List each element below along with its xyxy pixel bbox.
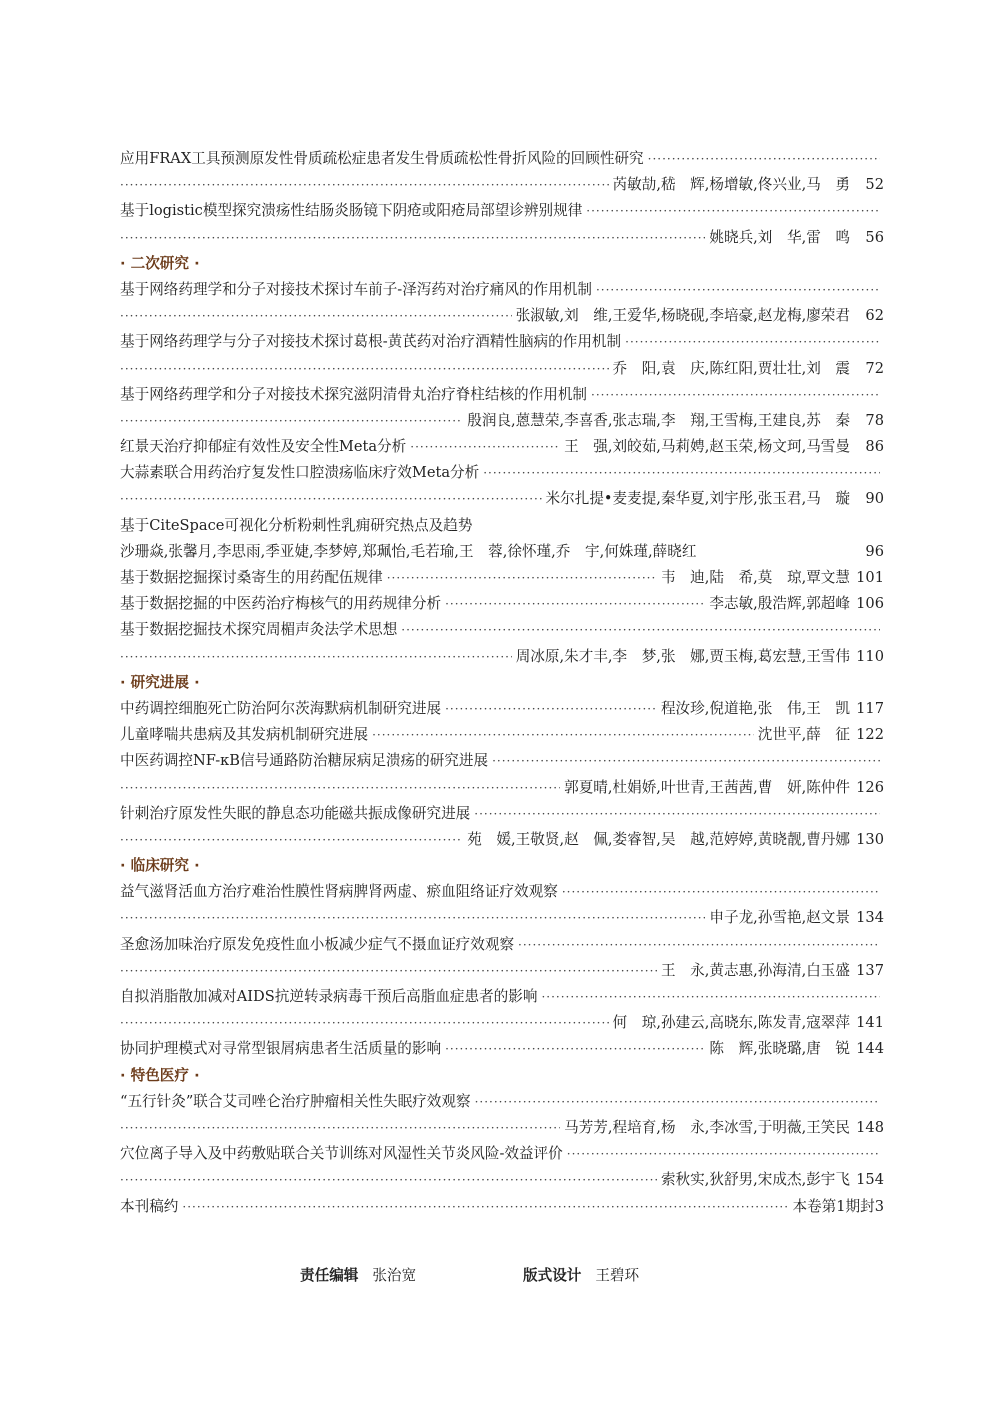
dot-leader <box>518 932 880 958</box>
toc-entry-author-line <box>120 1115 884 1141</box>
dot-leader <box>120 1115 560 1141</box>
toc-entry-author-line <box>120 408 884 434</box>
dot-leader <box>120 172 609 198</box>
toc-entry-title-line <box>120 879 884 905</box>
footer-credits <box>0 1264 1000 1288</box>
editor-name: 张治宽 <box>372 1267 417 1284</box>
entry-authors: 苑 媛,王敬贤,赵 佩,娄睿智,吴 越,范婷婷,黄晓靓,曹丹娜 <box>467 830 850 848</box>
dot-leader <box>120 1010 609 1036</box>
dot-leader <box>483 460 880 486</box>
dot-leader <box>120 905 705 931</box>
dot-leader <box>410 434 560 460</box>
entry-authors: 米尔扎提•麦麦提,秦华夏,刘宇彤,张玉君,马 璇 <box>545 490 850 508</box>
editor-credit <box>300 1264 416 1288</box>
toc-entry-author-line <box>120 172 884 198</box>
entry-page: 141 <box>856 1014 884 1032</box>
dot-leader <box>562 879 880 905</box>
entry-title: 基于网络药理学和分子对接技术探究滋阴清骨丸治疗脊柱结核的作用机制 <box>120 385 588 403</box>
entry-page: 117 <box>856 699 884 717</box>
toc-entry-title-line <box>120 1089 884 1115</box>
design-name: 王碧环 <box>595 1267 640 1284</box>
entry-title: 针刺治疗原发性失眠的静息态功能磁共振成像研究进展 <box>120 804 471 822</box>
toc-entry-author-line <box>120 486 884 512</box>
entry-authors: 沙珊焱,张馨月,李思雨,季亚婕,李梦婷,郑珮怡,毛若瑜,王 蓉,徐怀瑾,乔 宇,何姝瑾,薛晓红 <box>120 542 697 560</box>
toc-entry-title-line <box>120 984 884 1010</box>
toc-entry-title-line <box>120 617 884 643</box>
entry-authors: 何 琼,孙建云,高晓东,陈发青,寇翠萍 <box>612 1014 850 1032</box>
toc-entry-title-line <box>120 748 884 774</box>
entry-authors: 程汝珍,倪道艳,张 伟,王 凯 <box>660 699 850 717</box>
entry-title: 协同护理模式对寻常型银屑病患者生活质量的影响 <box>120 1040 442 1058</box>
entry-title: 基于CiteSpace可视化分析粉刺性乳痈研究热点及趋势 <box>120 516 473 534</box>
toc-entry <box>120 591 884 617</box>
dot-leader <box>120 1167 657 1193</box>
dot-leader <box>567 1141 880 1167</box>
entry-page: 130 <box>856 830 884 848</box>
entry-authors: 芮敏劼,嵇 辉,杨增敏,佟兴业,马 勇 <box>612 176 850 194</box>
table-of-contents <box>120 146 884 1220</box>
entry-authors: 李志敏,殷浩辉,郭超峰 <box>709 595 850 613</box>
entry-page: 134 <box>856 909 884 927</box>
entry-title: 基于网络药理学与分子对接技术探讨葛根-黄芪药对治疗酒精性脑病的作用机制 <box>120 333 622 351</box>
editor-label: 责任编辑 <box>300 1267 359 1284</box>
toc-entry <box>120 1036 884 1062</box>
toc-entry-author-line <box>120 958 884 984</box>
toc-entry-title-line <box>120 146 884 172</box>
entry-title: 本刊稿约 <box>120 1197 179 1215</box>
toc-entry-author-line <box>120 303 884 329</box>
dot-leader <box>586 198 880 224</box>
entry-title: 自拟消脂散加减对AIDS抗逆转录病毒干预后高脂血症患者的影响 <box>120 988 538 1005</box>
entry-page: 52 <box>865 176 884 194</box>
entry-authors: 郭夏晴,杜娟娇,叶世青,王茜茜,曹 妍,陈仲件 <box>564 778 850 796</box>
dot-leader <box>120 827 463 853</box>
dot-leader <box>596 277 880 303</box>
dot-leader <box>387 565 657 591</box>
toc-entry <box>120 434 884 460</box>
toc-entry-author-line <box>120 775 884 801</box>
toc-entry-title-line <box>120 382 884 408</box>
toc-entry-title-line <box>120 932 884 958</box>
entry-authors: 王 永,黄志惠,孙海清,白玉盛 <box>660 961 850 979</box>
toc-entry-title-line <box>120 513 884 539</box>
entry-page: 72 <box>865 359 884 377</box>
entry-title: 儿童哮喘共患病及其发病机制研究进展 <box>120 726 369 744</box>
dot-leader <box>445 696 657 722</box>
entry-authors: 韦 迪,陆 希,莫 琼,覃文慧 <box>660 569 850 586</box>
entry-title: 基于网络药理学和分子对接技术探讨车前子-泽泻药对治疗痛风的作用机制 <box>120 280 592 298</box>
toc-entry-author-line <box>120 1167 884 1193</box>
dot-leader <box>372 722 754 748</box>
dot-leader <box>492 748 880 774</box>
toc-entry-title-line <box>120 277 884 303</box>
entry-page: 126 <box>856 778 884 796</box>
entry-authors: 申子龙,孙雪艳,赵文景 <box>709 909 850 927</box>
entry-title: 基于数据挖掘的中医药治疗梅核气的用药规律分析 <box>120 595 442 613</box>
entry-page: 86 <box>865 438 884 456</box>
entry-title: 大蒜素联合用药治疗复发性口腔溃疡临床疗效Meta分析 <box>120 464 480 482</box>
entry-title: 中药调控细胞死亡防治阿尔茨海默病机制研究进展 <box>120 699 442 717</box>
entry-authors: 姚晓兵,刘 华,雷 鸣 <box>709 228 850 246</box>
dot-leader <box>625 329 880 355</box>
entry-page: 本卷第1期封3 <box>792 1197 884 1215</box>
dot-leader <box>541 984 880 1010</box>
entry-page: 144 <box>856 1040 884 1058</box>
entry-page: 90 <box>865 490 884 508</box>
toc-entry <box>120 1194 884 1220</box>
section-heading: · 研究进展 · <box>120 673 200 691</box>
toc-entry-author-line <box>120 827 884 853</box>
entry-title: 益气滋肾活血方治疗难治性膜性肾病脾肾两虚、瘀血阻络证疗效观察 <box>120 883 558 901</box>
toc-entry-author-line <box>120 225 884 251</box>
entry-page: 56 <box>865 228 884 246</box>
dot-leader <box>445 1036 705 1062</box>
entry-authors: 殷润良,蒽慧荣,李喜香,张志瑞,李 翔,王雪梅,王建良,苏 秦 <box>467 411 850 429</box>
entry-authors: 马芳芳,程培育,杨 永,李冰雪,于明薇,王笑民 <box>564 1118 850 1136</box>
entry-page: 148 <box>856 1118 884 1136</box>
entry-authors: 王 强,刘皎茹,马莉娉,赵玉荣,杨文珂,马雪曼 <box>564 438 850 456</box>
entry-title: 穴位离子导入及中药敷贴联合关节训练对风湿性关节炎风险-效益评价 <box>120 1145 563 1163</box>
toc-entry-title-line <box>120 1141 884 1167</box>
dot-leader <box>475 1089 880 1115</box>
section-heading: · 特色医疗 · <box>120 1066 200 1084</box>
entry-title: 基于数据挖掘探讨桑寄生的用药配伍规律 <box>120 569 383 586</box>
toc-entry-title-line <box>120 198 884 224</box>
section-heading: · 临床研究 · <box>120 857 200 875</box>
entry-page: 122 <box>856 726 884 744</box>
dot-leader <box>120 486 542 512</box>
entry-page: 110 <box>856 647 884 665</box>
dot-leader <box>474 801 880 827</box>
entry-title: 应用FRAX工具预测原发性骨质疏松症患者发生骨质疏松性骨折风险的回顾性研究 <box>120 150 644 167</box>
dot-leader <box>120 408 463 434</box>
toc-entry <box>120 565 884 591</box>
entry-title: 基于logistic模型探究溃疡性结肠炎肠镜下阴疮或阳疮局部望诊辨别规律 <box>120 202 583 220</box>
entry-authors: 陈 辉,张晓璐,唐 锐 <box>709 1040 850 1058</box>
entry-page: 96 <box>865 542 884 560</box>
dot-leader <box>648 146 880 172</box>
toc-entry-title-line <box>120 460 884 486</box>
dot-leader <box>120 644 512 670</box>
entry-authors: 张淑敏,刘 维,王爱华,杨晓砚,李培豪,赵龙梅,廖荣君 <box>515 307 850 325</box>
entry-title: 红景天治疗抑郁症有效性及安全性Meta分析 <box>120 438 407 456</box>
entry-authors: 沈世平,薛 征 <box>757 726 850 744</box>
toc-entry-author-line <box>120 1010 884 1036</box>
entry-page: 62 <box>865 307 884 325</box>
entry-authors: 索秋实,狄舒男,宋成杰,彭宇飞 <box>660 1171 850 1189</box>
dot-leader <box>120 225 705 251</box>
toc-entry <box>120 696 884 722</box>
dot-leader <box>401 617 880 643</box>
entry-title: “五行针灸”联合艾司唑仑治疗肿瘤相关性失眠疗效观察 <box>120 1092 471 1110</box>
entry-page: 154 <box>856 1171 884 1189</box>
dot-leader <box>120 303 512 329</box>
toc-entry-title-line <box>120 801 884 827</box>
toc-entry-title-line <box>120 329 884 355</box>
dot-leader <box>120 958 657 984</box>
entry-title: 圣愈汤加味治疗原发免疫性血小板减少症气不摄血证疗效观察 <box>120 935 515 953</box>
entry-page: 137 <box>856 961 884 979</box>
dot-leader <box>591 382 880 408</box>
entry-page: 78 <box>865 411 884 429</box>
toc-entry-author-line <box>120 539 884 565</box>
entry-title: 中医药调控NF-κB信号通路防治糖尿病足溃疡的研究进展 <box>120 752 489 770</box>
entry-page: 106 <box>856 595 884 613</box>
dot-leader <box>120 775 560 801</box>
dot-leader <box>445 591 705 617</box>
entry-title: 基于数据挖掘技术探究周楣声灸法学术思想 <box>120 621 398 639</box>
design-label: 版式设计 <box>523 1267 582 1284</box>
entry-authors: 周冰原,朱才丰,李 梦,张 娜,贾玉梅,葛宏慧,王雪伟 <box>515 647 850 665</box>
dot-leader <box>120 356 609 382</box>
toc-entry-author-line <box>120 356 884 382</box>
toc-entry-author-line <box>120 644 884 670</box>
dot-leader <box>182 1194 788 1220</box>
design-credit <box>523 1264 639 1288</box>
entry-authors: 乔 阳,袁 庆,陈红阳,贾壮壮,刘 震 <box>612 359 850 377</box>
entry-page: 101 <box>856 569 884 586</box>
section-heading: · 二次研究 · <box>120 254 200 272</box>
toc-entry <box>120 722 884 748</box>
toc-entry-author-line <box>120 905 884 931</box>
